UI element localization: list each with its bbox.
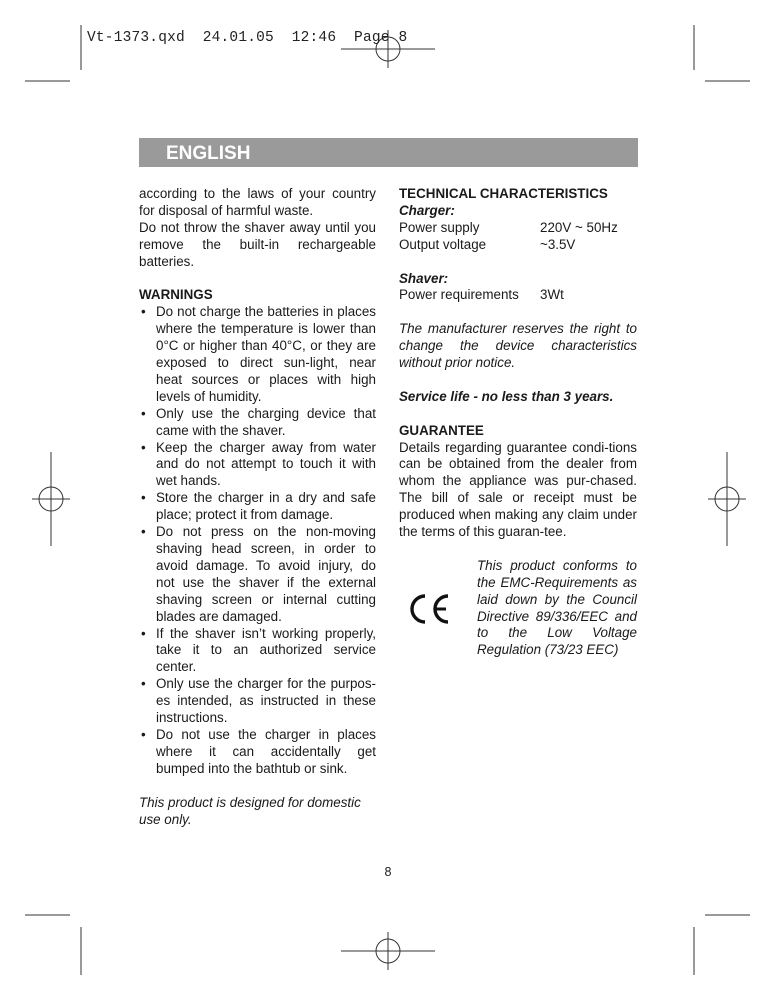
service-life: Service life - no less than 3 years.: [399, 388, 614, 404]
spec-label: Power supply: [399, 219, 480, 235]
list-item: • Keep the charger away from water and do not attempt to touch it with wet hands.: [141, 439, 376, 489]
bullet-icon: •: [141, 726, 146, 742]
ce-conformity-block: [399, 558, 637, 659]
spec-row-power-supply: [399, 220, 637, 237]
spec-label: Power requirements: [399, 287, 519, 303]
manufacturer-notice: The manufacturer reserves the right to change the device characteristics without prior notice.: [399, 321, 637, 371]
list-item: • Only use the charging device that came with the shaver.: [141, 405, 376, 438]
bullet-icon: •: [141, 625, 146, 641]
bullet-icon: •: [141, 524, 146, 540]
left-column: [139, 186, 376, 828]
bullet-icon: •: [141, 439, 146, 455]
shaver-heading: Shaver:: [399, 270, 449, 286]
bullet-icon: •: [141, 490, 146, 506]
spec-row-power-requirements: [399, 287, 637, 304]
tech-characteristics-heading: TECHNICAL CHARACTERISTICS: [399, 186, 608, 201]
list-item: • Store the charger in a dry and safe place; protect it from damage.: [141, 490, 376, 523]
spec-value: 220V ~ 50Hz: [540, 219, 618, 235]
language-header-bar: [139, 138, 638, 167]
registration-mark-right-icon: [708, 452, 746, 546]
ce-conformity-text: This product conforms to the EMC-Requirements as laid down by the Council Directive 89/336/EEC and to the Low Voltage Regulation (73/23 EEC): [477, 557, 637, 658]
charger-heading: Charger:: [399, 202, 455, 218]
guarantee-heading: GUARANTEE: [399, 422, 484, 438]
warnings-list: [139, 304, 376, 777]
intro-paragraph-2: Do not throw the shaver away until you remove the built-in rechargeable batteries.: [139, 219, 376, 269]
language-title: ENGLISH: [166, 143, 251, 164]
registration-mark-left-icon: [32, 452, 70, 546]
warnings-heading: WARNINGS: [139, 287, 213, 303]
bullet-icon: •: [141, 304, 146, 320]
list-item: • Only use the charger for the purpos-es intended, as instructed in these instructions.: [141, 676, 376, 726]
bullet-icon: •: [141, 676, 146, 692]
domestic-use-note: This product is designed for domestic use only.: [139, 794, 361, 827]
list-item: • If the shaver isn’t working properly, take it to an authorized service center.: [141, 625, 376, 675]
file-slug: Vt-1373.qxd 24.01.05 12:46 Page 8: [87, 30, 408, 46]
right-column: [399, 186, 637, 659]
spec-value: 3Wt: [540, 287, 564, 303]
spec-label: Output voltage: [399, 236, 487, 252]
intro-paragraph-1: according to the laws of your country for disposal of harmful waste.: [139, 186, 376, 218]
ce-mark-icon: [399, 592, 477, 626]
bullet-icon: •: [141, 405, 146, 421]
spec-value: ~3.5V: [540, 236, 576, 252]
list-item: • Do not use the charger in places where it can accidentally get bumped into the bathtub or sink.: [141, 726, 376, 776]
list-item: • Do not press on the non-moving shaving head screen, in order to avoid damage. To avoid injury, do not use the shaver if the external shaving screen or internal cutting blades are damaged.: [141, 524, 376, 624]
guarantee-text: Details regarding guarantee condi-tions can be obtained from the dealer from whom the appliance was pur-chased. The bill of sale or receipt must be produced when making any claim under the terms of this guaran-tee.: [399, 439, 637, 540]
page-number: 8: [384, 865, 392, 879]
spec-row-output-voltage: [399, 237, 637, 254]
list-item: • Do not charge the batteries in places where the temperature is lower than 0°C or higher than 40°C, or they are exposed to direct sun-light, near heat sources or places with high levels of humidity.: [141, 304, 376, 404]
registration-mark-bottom-icon: [341, 932, 435, 970]
